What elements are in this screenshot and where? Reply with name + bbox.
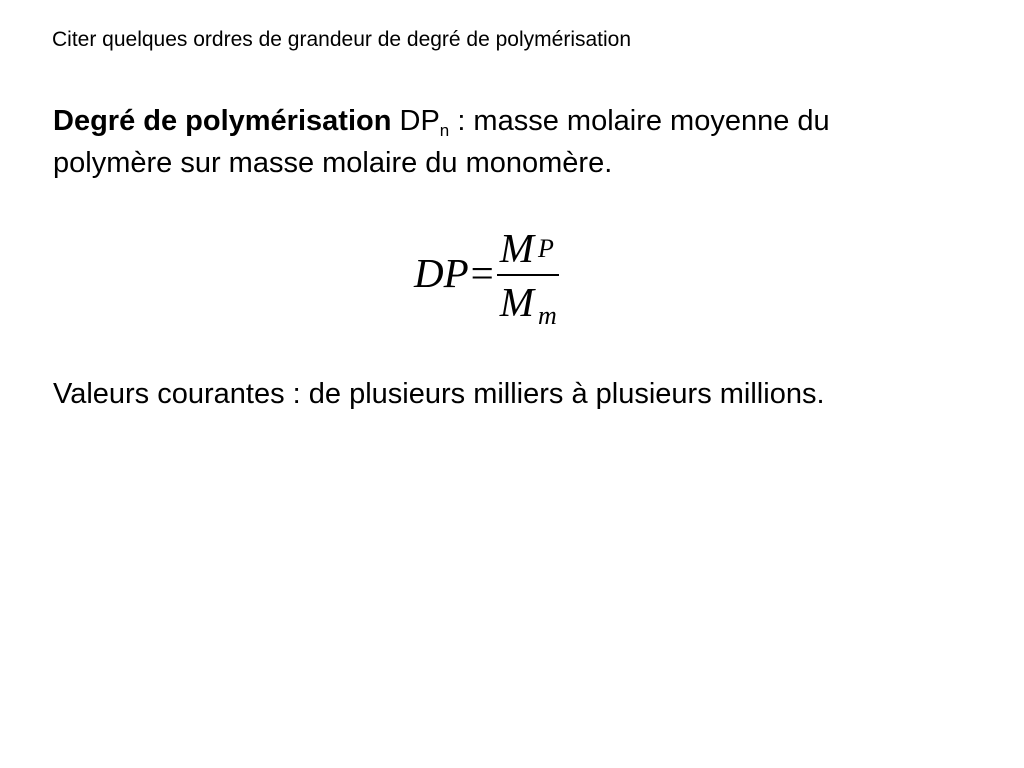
formula-denominator-subscript: m: [537, 301, 557, 330]
definition-paragraph: [53, 100, 953, 184]
formula-numerator-symbol: M: [499, 225, 534, 271]
definition-text: : masse molaire moyenne du polymère sur masse molaire du monomère.: [53, 105, 830, 179]
formula-equals-sign: =: [470, 249, 494, 296]
values-text: Valeurs courantes : de plusieurs milliers à plusieurs millions.: [53, 378, 825, 410]
formula-numerator-subscript: P: [537, 234, 554, 263]
formula-numerator: [497, 226, 559, 274]
formula: [414, 218, 559, 328]
formula-denominator: [497, 276, 559, 330]
definition-symbol-subscript: n: [439, 121, 450, 140]
definition-symbol: DP: [399, 105, 440, 137]
formula-fraction: [497, 225, 559, 330]
formula-denominator-symbol: M: [499, 279, 534, 325]
formula-lhs: DP: [414, 249, 469, 296]
definition-term: Degré de polymérisation: [53, 105, 392, 137]
slide-title: Citer quelques ordres de grandeur de degré de polymérisation: [52, 28, 632, 51]
